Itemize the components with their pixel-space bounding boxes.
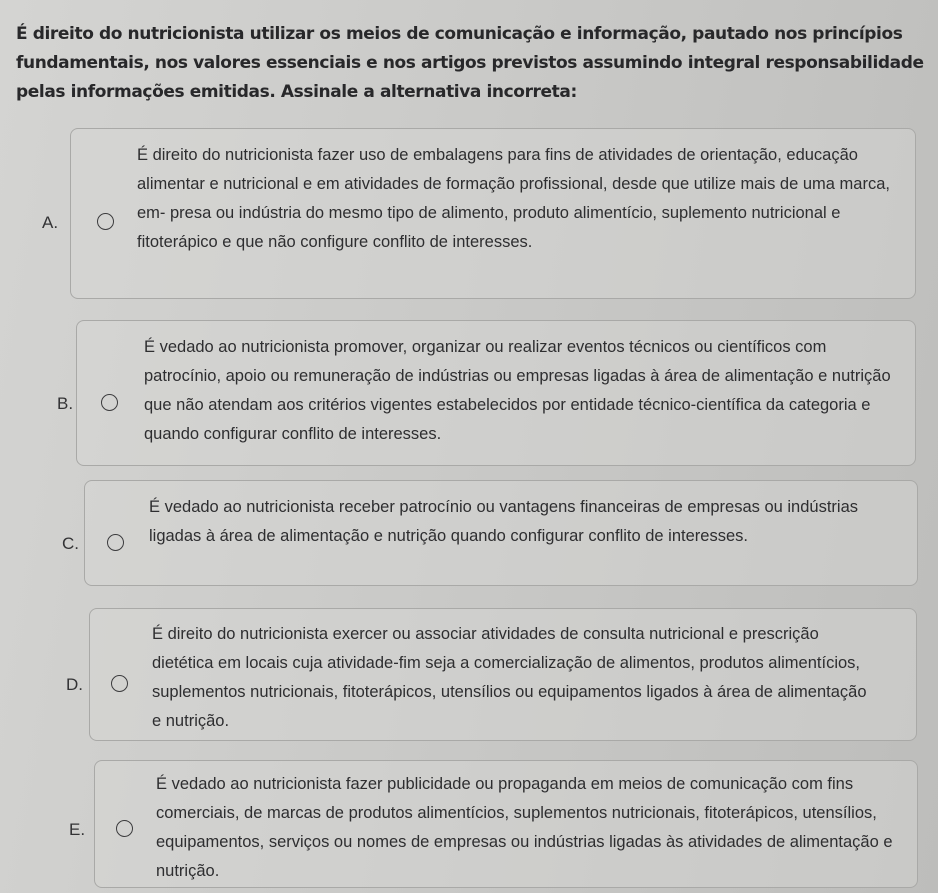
option-text: É vedado ao nutricionista promover, organizar ou realizar eventos técnicos ou científicos com patrocínio, apoio ou remuneração de indústrias ou empresas ligadas à área de alimentação e nutrição que não atendam aos critérios vigentes estabelecidos por entidade técnico-científica da categoria e quando configurar conflito de interesses. (144, 338, 891, 443)
option-letter: C. (62, 534, 79, 553)
radio-button[interactable] (116, 820, 133, 837)
option-text: É direito do nutricionista fazer uso de embalagens para fins de atividades de orientação, educação alimentar e nutricional e em atividades de formação profissional, desde que utilize mais de uma marca, em- presa ou indústria do mesmo tipo de alimento, produto alimentício, suplemento nutricional e fitoterápico e que não configure conflito de interesses. (137, 146, 890, 251)
radio-button[interactable] (97, 213, 114, 230)
option-letter: E. (69, 820, 86, 839)
question-text: É direito do nutricionista utilizar os meios de comunicação e informação, pautado nos princípios fundamentais, nos valores essenciais e nos artigos previstos assumindo integral responsabilidade pelas informações emitidas. Assinale a alternativa incorreta: (16, 24, 924, 102)
option-letter: A. (42, 213, 59, 232)
option-text: É vedado ao nutricionista fazer publicidade ou propaganda em meios de comunicação com fins comerciais, de marcas de produtos alimentícios, suplementos nutricionais, fitoterápicos, utensílios, equipamentos, serviços ou nomes de empresas ou indústrias ligadas às atividades de alimentação e nutrição. (156, 775, 893, 880)
radio-button[interactable] (111, 675, 128, 692)
option-text: É direito do nutricionista exercer ou associar atividades de consulta nutricional e prescrição dietética em locais cuja atividade-fim seja a comercialização de alimentos, produtos alimentícios, suplementos nutricionais, fitoterápicos, utensílios ou equipamentos ligados à área de alimentação e nutrição. (152, 625, 867, 730)
option-letter: B. (57, 394, 74, 413)
radio-button[interactable] (101, 394, 118, 411)
option-text: É vedado ao nutricionista receber patrocínio ou vantagens financeiras de empresas ou indústrias ligadas à área de alimentação e nutrição quando configurar conflito de interesses. (149, 498, 859, 545)
radio-button[interactable] (107, 534, 124, 551)
option-letter: D. (66, 675, 83, 694)
